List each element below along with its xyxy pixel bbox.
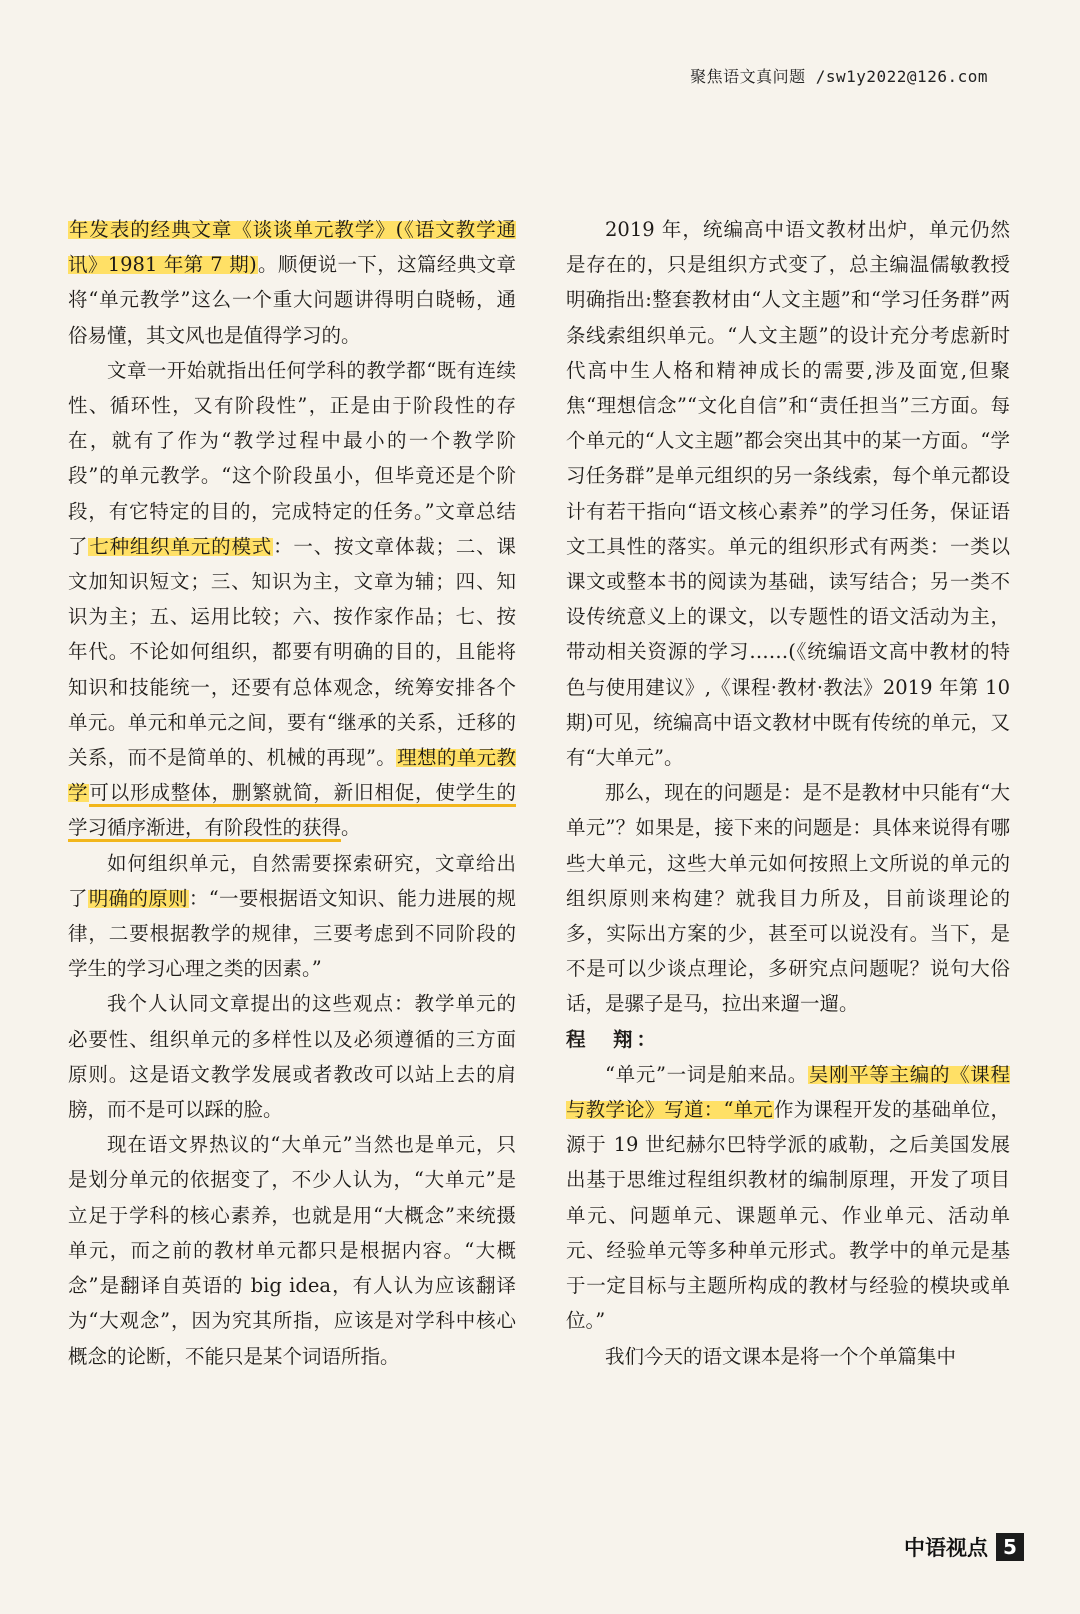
highlight: 吴刚平等主编的《课程与教学论》写道：“单元 — [566, 1062, 1010, 1122]
paragraph: 年发表的经典文章《谈谈单元教学》(《语文教学通讯》1981 年第 7 期)。顺便说一下，这篇经典文章将“单元教学”这么一个重大问题讲得明白晓畅，通俗易懂，其文风也是值得学习的。 — [68, 218, 516, 347]
paragraph: 如何组织单元，自然需要探索研究，文章给出了明确的原则：“一要根据语文知识、能力进展的规律，二要根据教学的规律，三要考虑到不同阶段的学生的学习心理之类的因素。” — [68, 851, 516, 981]
highlight: 年发表的经典文章《谈谈单元教学》(《语文教学通讯》1981 年第 7 期) — [68, 218, 516, 277]
right-column — [566, 212, 1010, 1374]
paragraph: 我们今天的语文课本是将一个个单篇集中 — [605, 1344, 957, 1368]
running-head: 聚焦语文真问题 /sw1y2022@126.com — [690, 67, 988, 86]
magazine-brand: 中语视点 — [904, 1536, 988, 1560]
paragraph: 现在语文界热议的“大单元”当然也是单元，只是划分单元的依据变了，不少人认为，“大单元”是立足于学科的核心素养，也就是用“大概念”来统摄单元，而之前的教材单元都只是根据内容。“大概念”是翻译自英语的 big idea，有人认为应该翻译为“大观念”，因为究其所指，应该是对学科中核心概念的论断，不能只是某个词语所指。 — [68, 1133, 517, 1368]
paragraph: 那么，现在的问题是：是不是教材中只能有“大单元”？如果是，接下来的问题是：具体来说得有哪些大单元，这些大单元如何按照上文所说的单元的组织原则来构建？就我目力所及，目前谈理论的多，实际出方案的少，甚至可以说没有。当下，是不是可以少谈点理论，多研究点问题呢？说句大俗话，是骡子是马，拉出来遛一遛。 — [566, 781, 1010, 1016]
paragraph: 2019 年，统编高中语文教材出炉，单元仍然是存在的，只是组织方式变了，总主编温儒敏教授明确指出:整套教材由“人文主题”和“学习任务群”两条线索组织单元。“人文主题”的设计充分考虑新时代高中生人格和精神成长的需要,涉及面宽,但聚焦“理想信念”“文化自信”和“责任担当”三方面。每个单元的“人文主题”都会突出其中的某一方面。“学习任务群”是单元组织的另一条线索，每个单元都设计有若干指向“语文核心素养”的学习任务，保证语文工具性的落实。单元的组织形式有两类：一类以课文或整本书的阅读为基础，读写结合；另一类不设传统意义上的课文，以专题性的语文活动为主，带动相关资源的学习……(《统编语文高中教材的特色与使用建议》,《课程·教材·教法》2019 年第 10 期)可见，统编高中语文教材中既有传统的单元，又有“大单元”。 — [566, 218, 1010, 770]
paragraph: 我个人认同文章提出的这些观点：教学单元的必要性、组织单元的多样性以及必须遵循的三方面原则。这是语文教学发展或者教改可以站上去的肩膀，而不是可以踩的脸。 — [68, 992, 516, 1122]
paragraph: 文章一开始就指出任何学科的教学都“既有连续性、循环性，又有阶段性”，正是由于阶段性的存在，就有了作为“教学过程中最小的一个教学阶段”的单元教学。“这个阶段虽小，但毕竟还是个阶段，有它特定的目的，完成特定的任务。”文章总结了七种组织单元的模式：一、按文章体裁；二、课文加知识短文；三、知识为主，文章为辅；四、知识为主；五、运用比较；六、按作家作品；七、按年代。不论如何组织，都要有明确的目的，且能将知识和技能统一，还要有总体观念，统筹安排各个单元。单元和单元之间，要有“继承的关系，迁移的关系，而不是简单的、机械的再现”。理想的单元教学可以形成整体，删繁就简，新旧相促，使学生的学习循序渐进，有阶段性的获得。 — [68, 353, 516, 846]
left-column — [68, 212, 516, 1374]
highlight: 明确的原则 — [88, 886, 188, 910]
page-footer — [904, 1532, 1024, 1562]
highlight: 七种组织单元的模式 — [89, 534, 273, 558]
paragraph: “单元”一词是舶来品。吴刚平等主编的《课程与教学论》写道：“单元作为课程开发的基础单位，源于 19 世纪赫尔巴特学派的戚勒，之后美国发展出基于思维过程组织教材的编制原理，开发了项目单元、问题单元、课题单元、作业单元、活动单元、经验单元等多种单元形式。教学中的单元是基于一定目标与主题所构成的教材与经验的模块或单位。” — [566, 1062, 1010, 1333]
underline-annotation: 可以形成整体，删繁就简，新旧相促，使学生的学习循序渐进，有阶段性的获得 — [68, 781, 516, 842]
page-number: 5 — [996, 1533, 1024, 1561]
highlight: 理想的单元教学 — [68, 746, 516, 805]
speaker-label: 程 翔： — [566, 1027, 661, 1051]
